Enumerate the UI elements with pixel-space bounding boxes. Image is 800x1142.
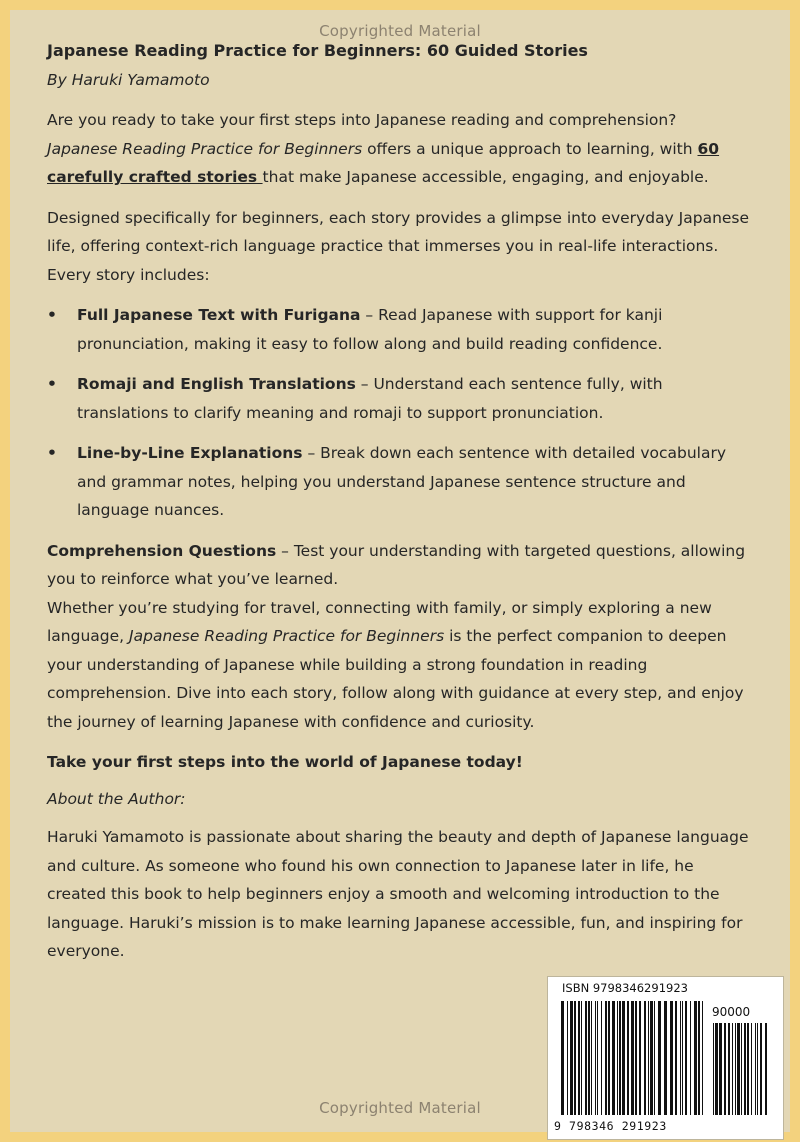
back-cover-text: [47, 37, 757, 966]
about-text: Haruki Yamamoto is passionate about sharing the beauty and depth of Japanese language and culture. As someone who found his own connection to Japanese later in life, he created this book to help beginners enjoy a smooth and welcoming introduction to the language. Haruki’s mission is to make learning Japanese accessible, fun, and inspiring for everyone.: [47, 828, 749, 960]
watermark-bottom: Copyrighted Material: [319, 1099, 481, 1117]
intro-middle: offers a unique approach to learning, with: [362, 139, 698, 158]
about-heading: About the Author:: [47, 789, 186, 808]
intro-end: that make Japanese accessible, engaging, and enjoyable.: [262, 168, 709, 186]
whether-paragraph: [47, 594, 757, 737]
price-code: 90000: [712, 1005, 751, 1019]
whether-end: is the perfect companion to deepen your understanding of Japanese while building a strong foundation in reading comprehension. Dive into each story, follow along with guidance at every step, and enjoy the journey of learning Japanese with confidence and curiosity.: [47, 627, 744, 731]
comprehension-text: – Test your understanding with targeted questions, allowing you to reinforce what you’ve learned.: [47, 541, 746, 588]
bullet-title: Line-by-Line Explanations: [77, 444, 303, 462]
bullet-dot: •: [47, 444, 57, 462]
intro-book-title: Japanese Reading Practice for Beginners: [47, 139, 363, 158]
back-cover: [10, 10, 790, 1132]
comprehension-title: Comprehension Questions: [47, 541, 277, 560]
bullet-text: – Break down each sentence with detailed vocabulary and grammar notes, helping you understand Japanese sentence structure and language nuances.: [77, 444, 727, 519]
whether-book-title: Japanese Reading Practice for Beginners: [129, 627, 445, 645]
barcode-main-bars: [560, 1001, 706, 1115]
comprehension-paragraph: [47, 537, 757, 594]
bullet-text: – Understand each sentence fully, with translations to clarify meaning and romaji to support pronunciation.: [77, 375, 663, 422]
feature-bullet-explanations: [47, 439, 757, 525]
feature-bullet-furigana: [47, 301, 757, 358]
designed-text: Designed specifically for beginners, each story provides a glimpse into everyday Japanese life, offering context-rich language practice that immerses you in real-life interactions.: [47, 208, 750, 255]
book-byline: By Haruki Yamamoto: [47, 70, 210, 89]
isbn-label: ISBN 9798346291923: [562, 981, 688, 995]
book-title: Japanese Reading Practice for Beginners: 60 Guided Stories: [47, 41, 588, 60]
intro-paragraph: [47, 106, 757, 192]
watermark-top: Copyrighted Material: [319, 22, 481, 40]
bullet-dot: •: [47, 306, 57, 324]
every-story-includes: Every story includes:: [47, 265, 210, 284]
intro-highlight: 60 carefully crafted stories: [47, 139, 720, 186]
feature-bullet-translations: [47, 370, 757, 427]
bullet-text: – Read Japanese with support for kanji pronunciation, making it easy to follow along and build reading confidence.: [77, 306, 663, 353]
designed-paragraph: [47, 204, 757, 290]
bullet-title: Romaji and English Translations: [77, 375, 356, 393]
barcode-digits: 9 798346 291923: [554, 1119, 667, 1133]
intro-line: Are you ready to take your first steps into Japanese reading and comprehension?: [47, 111, 677, 129]
bullet-title: Full Japanese Text with Furigana: [77, 306, 361, 324]
bullet-dot: •: [47, 375, 57, 393]
whether-start: Whether you’re studying for travel, connecting with family, or simply exploring a new language,: [47, 598, 712, 645]
call-to-action: Take your first steps into the world of Japanese today!: [47, 753, 523, 771]
